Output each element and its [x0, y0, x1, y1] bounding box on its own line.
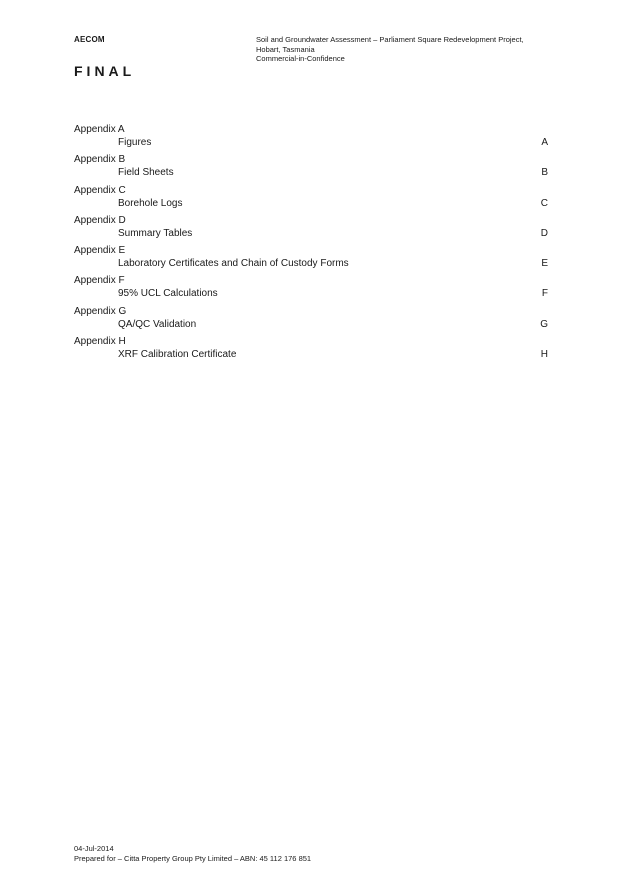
toc-entry-appendix-d[interactable]: [74, 214, 550, 244]
appendix-page-ref: A: [541, 137, 548, 148]
appendix-title: Field Sheets: [118, 167, 174, 179]
appendix-label: Appendix F: [74, 275, 125, 287]
appendix-title: 95% UCL Calculations: [118, 288, 218, 300]
appendix-title: XRF Calibration Certificate: [118, 349, 237, 361]
appendix-title: Laboratory Certificates and Chain of Custody Forms: [118, 258, 349, 270]
toc-entry-appendix-c[interactable]: [74, 184, 550, 214]
appendix-page-ref: E: [541, 258, 548, 270]
toc-entry-appendix-g[interactable]: [74, 305, 550, 335]
appendix-label: Appendix E: [74, 245, 126, 257]
document-footer: [74, 844, 311, 863]
appendix-label: Appendix C: [74, 184, 126, 196]
footer-prepared-for: Prepared for – Citta Property Group Pty Limited – ABN: 45 112 176 851: [74, 853, 312, 863]
appendix-title: Summary Tables: [118, 227, 193, 239]
appendix-label: Appendix B: [74, 154, 126, 166]
appendix-title: QA/QC Validation: [118, 318, 197, 330]
project-title-line1: Soil and Groundwater Assessment – Parliament Square Redevelopment Project,: [256, 35, 524, 44]
appendix-label: Appendix G: [74, 305, 127, 317]
footer-date: 04-Jul-2014: [74, 844, 114, 853]
appendix-label: Appendix D: [74, 214, 126, 226]
appendix-page-ref: F: [541, 288, 548, 300]
confidentiality-label: Commercial-in-Confidence: [256, 54, 345, 63]
toc-entry-appendix-h[interactable]: [74, 335, 550, 365]
appendix-page-ref: D: [540, 227, 548, 239]
appendix-title: Borehole Logs: [118, 197, 183, 209]
appendix-title: Figures: [118, 137, 152, 148]
final-status-label: FINAL: [74, 63, 136, 79]
appendix-page-ref: H: [540, 349, 548, 361]
project-title-line2: Hobart, Tasmania: [256, 44, 315, 54]
appendix-page-ref: C: [540, 197, 548, 209]
toc-entry-appendix-b[interactable]: [74, 153, 550, 183]
appendix-page-ref: B: [541, 167, 548, 179]
appendix-label: Appendix A: [74, 124, 125, 135]
appendix-list: [74, 123, 550, 365]
appendix-page-ref: G: [540, 318, 548, 330]
toc-entry-appendix-f[interactable]: [74, 274, 550, 304]
document-header: [256, 35, 556, 64]
toc-entry-appendix-e[interactable]: [74, 244, 550, 274]
toc-entry-appendix-a[interactable]: [74, 123, 550, 153]
company-name: AECOM: [74, 35, 105, 44]
appendix-label: Appendix H: [74, 336, 126, 348]
